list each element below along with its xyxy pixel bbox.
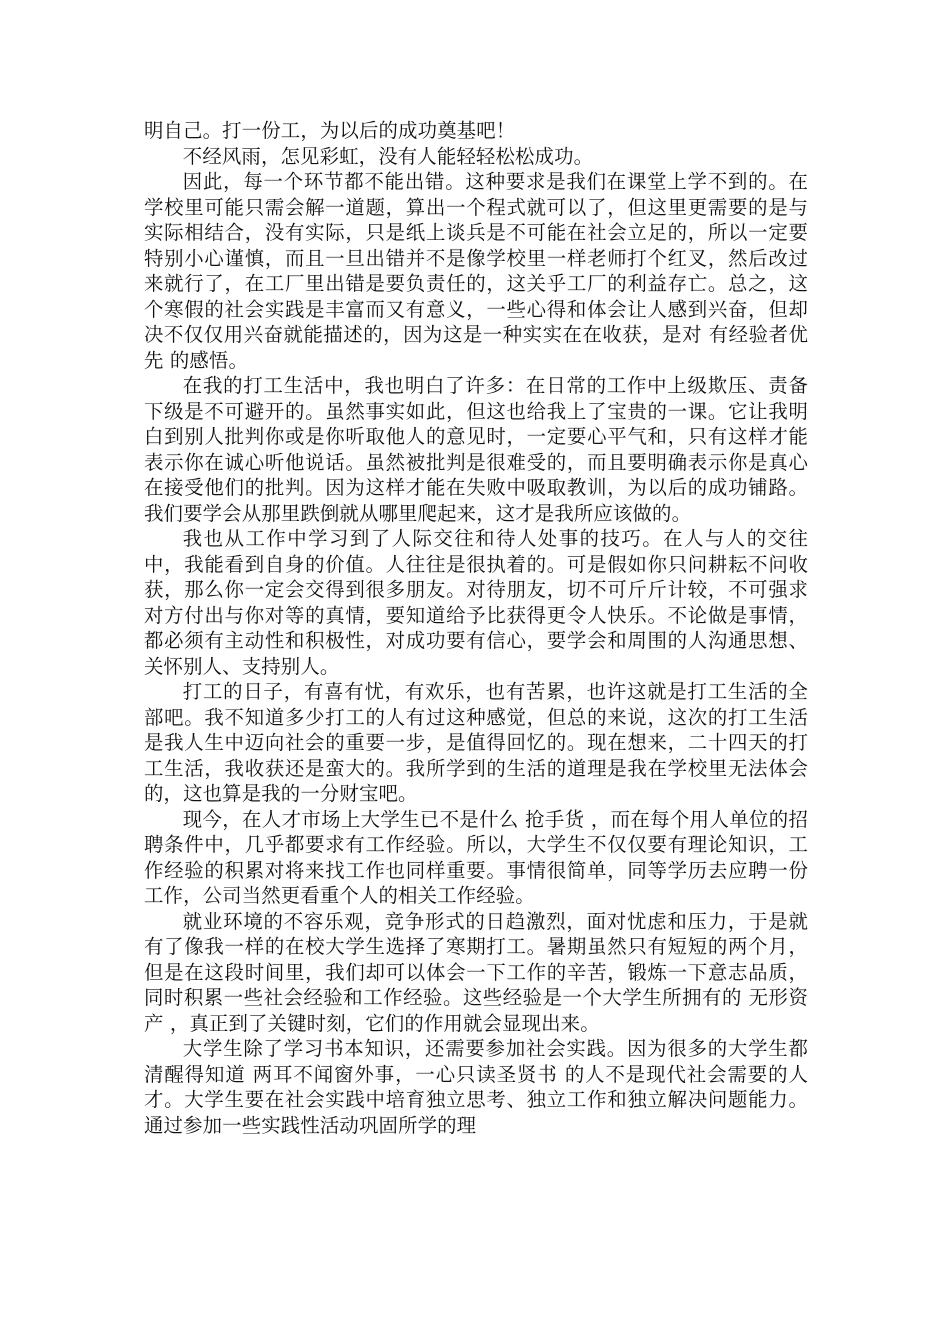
paragraph-1: 明自己。打一份工，为以后的成功奠基吧！ [144, 119, 516, 142]
document-page [144, 118, 808, 1138]
paragraph-4: 在我的打工生活中，我也明白了许多：在日常的工作中上级欺压、责备下级是不可避开的。虽然事实如此，但这也给我上了宝贵的一课。它让我明白到别人批判你或是你听取他人的意见时，一定要心平气和，只有这样才能表示你在诚心听他说话。虽然被批判是很难受的，而且要明确表示你是真心在接受他们的批判。因为这样才能在失败中吸取教训，为以后的成功铺路。我们要学会从那里跌倒就从哪里爬起来，这才是我所应该做的。 [144, 374, 808, 525]
paragraph-5: 我也从工作中学习到了人际交往和待人处事的技巧。在人与人的交往中，我能看到自身的价值。人往往是很执着的。可是假如你只问耕耘不问收获，那么你一定会交得到很多朋友。对待朋友，切不可斤斤计较，不可强求对方付出与你对等的真情，要知道给予比获得更令人快乐。不论做是事情，都必须有主动性和积极性，对成功要有信心，要学会和周围的人沟通思想、关怀别人、支持别人。 [144, 527, 808, 678]
paragraph-3: 因此，每一个环节都不能出错。这种要求是我们在课堂上学不到的。在学校里可能只需会解一道题，算出一个程式就可以了，但这里更需要的是与实际相结合，没有实际，只是纸上谈兵是不可能在社会立足的，所以一定要特别小心谨慎，而且一旦出错并不是像学校里一样老师打个红叉，然后改过来就行了，在工厂里出错是要负责任的，这关乎工厂的利益存亡。总之，这个寒假的社会实践是丰富而又有意义，一些心得和体会让人感到兴奋，但却决不仅仅用兴奋就能描述的，因为这是一种实实在在收获，是对 有经验者优先 的感悟。 [144, 170, 808, 372]
paragraph-6: 打工的日子，有喜有忧，有欢乐，也有苦累，也许这就是打工生活的全部吧。我不知道多少打工的人有过这种感觉，但总的来说，这次的打工生活是我人生中迈向社会的重要一步，是值得回忆的。现在想来，二十四天的打工生活，我收获还是蛮大的。我所学到的生活的道理是我在学校里无法体会的，这也算是我的一分财宝吧。 [144, 680, 808, 805]
paragraph-7: 现今，在人才市场上大学生已不是什么 抢手货 ，而在每个用人单位的招聘条件中，几乎都要求有工作经验。所以，大学生不仅仅要有理论知识，工作经验的积累对将来找工作也同样重要。事情很简单，同等学历去应聘一份工作，公司当然更看重个人的相关工作经验。 [144, 807, 808, 907]
paragraph-9: 大学生除了学习书本知识，还需要参加社会实践。因为很多的大学生都清醒得知道 两耳不闻窗外事，一心只读圣贤书 的人不是现代社会需要的人才。大学生要在社会实践中培育独立思考、独立工作和独立解决问题能力。通过参加一些实践性活动巩固所学的理 [144, 1037, 808, 1137]
paragraph-2: 不经风雨，怎见彩虹，没有人能轻轻松松成功。 [182, 144, 594, 168]
paragraph-8: 就业环境的不容乐观，竞争形式的日趋激烈，面对忧虑和压力，于是就有了像我一样的在校大学生选择了寒期打工。暑期虽然只有短短的两个月，但是在这段时间里，我们却可以体会一下工作的辛苦，锻炼一下意志品质，同时积累一些社会经验和工作经验。这些经验是一个大学生所拥有的 无形资产 ，真正到了关键时刻，它们的作用就会显现出来。 [144, 909, 808, 1035]
